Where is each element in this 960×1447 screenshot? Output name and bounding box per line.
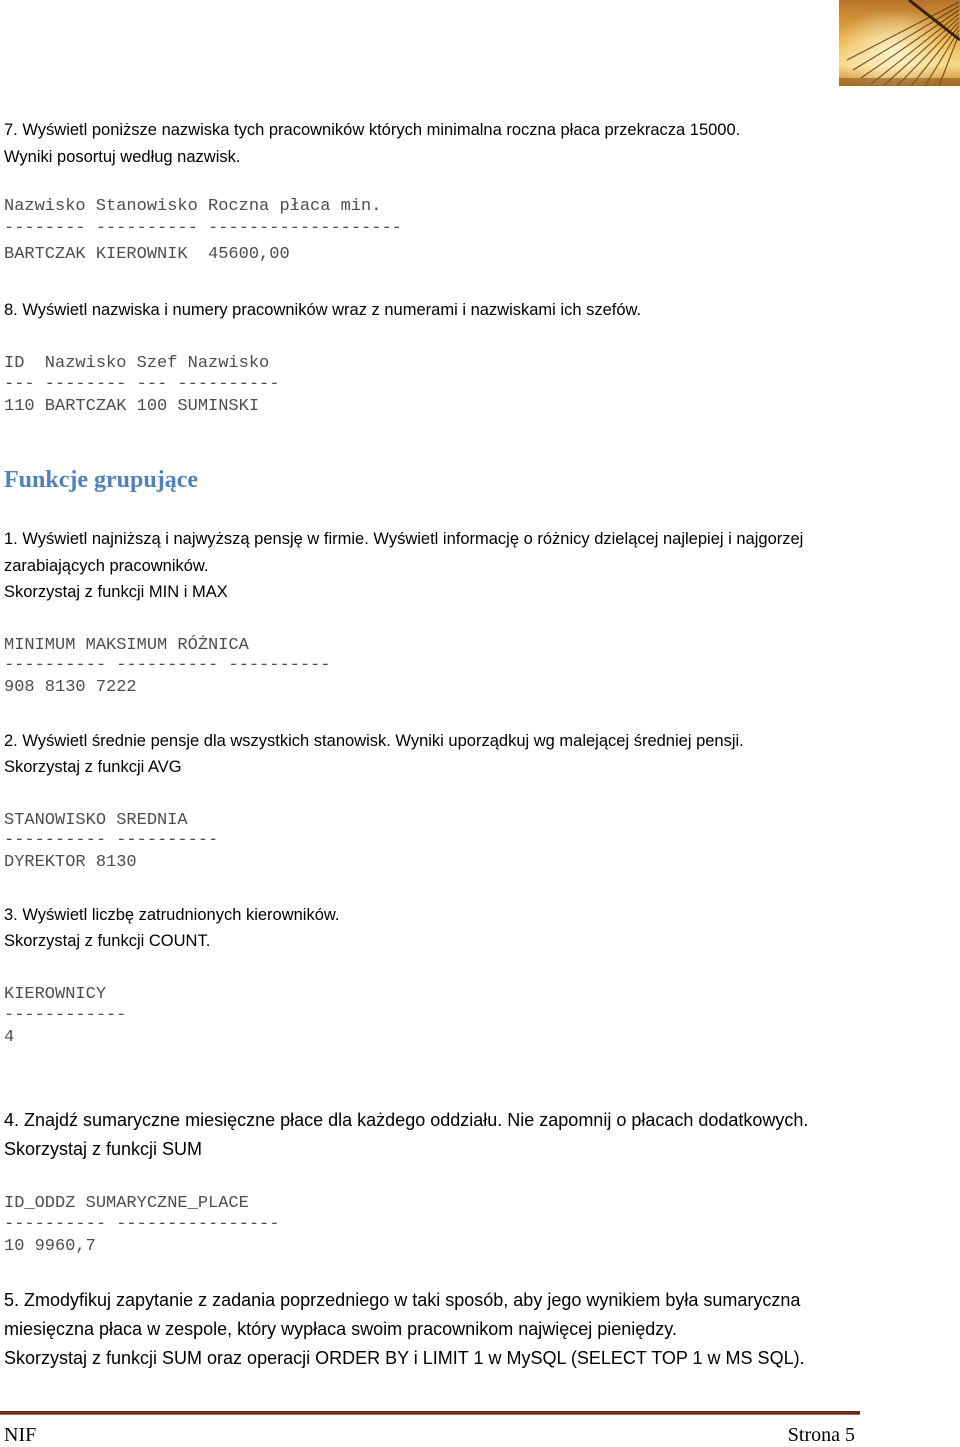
q8-result-separator: --- -------- --- ---------- [4, 375, 280, 394]
g5-instruction-line3: Skorzystaj z funkcji SUM oraz operacji ORDER BY i LIMIT 1 w MySQL (SELECT TOP 1 w MS SQL). [4, 1348, 805, 1368]
g2-result-row: DYREKTOR 8130 [4, 853, 137, 872]
g2-result-separator: ---------- ---------- [4, 831, 219, 850]
g4-instruction-line1: 4. Znajdź sumaryczne miesięczne płace dla każdego oddziału. Nie zapomnij o płacach dodatkowych. [4, 1110, 809, 1130]
footer-divider [0, 1411, 860, 1415]
g3-result-row: 4 [4, 1028, 15, 1047]
rake-photo-icon [839, 0, 960, 86]
g2-instruction-line2: Skorzystaj z funkcji AVG [4, 758, 182, 776]
g3-result-header: KIEROWNICY [4, 985, 107, 1004]
g4-instruction-line2: Skorzystaj z funkcji SUM [4, 1139, 203, 1159]
g4-result-separator: ---------- ---------------- [4, 1215, 280, 1234]
g4-result-row: 10 9960,7 [4, 1237, 96, 1256]
q7-instruction-line2: Wyniki posortuj według nazwisk. [4, 148, 241, 166]
q7-result-row: BARTCZAK KIEROWNIK 45600,00 [4, 245, 290, 264]
g1-instruction-line2: zarabiających pracowników. [4, 557, 209, 575]
g1-instruction-line1: 1. Wyświetl najniższą i najwyższą pensję w firmie. Wyświetl informację o różnicy dzielącej najlepiej i najgorzej [4, 530, 804, 548]
g2-result-header: STANOWISKO SREDNIA [4, 811, 188, 830]
g2-instruction-line1: 2. Wyświetl średnie pensje dla wszystkich stanowisk. Wyniki uporządkuj wg malejącej średniej pensji. [4, 732, 744, 750]
q7-instruction-line1: 7. Wyświetl poniższe nazwiska tych pracowników których minimalna roczna płaca przekracza 15000. [4, 121, 741, 139]
q8-result-row: 110 BARTCZAK 100 SUMINSKI [4, 397, 260, 416]
g3-instruction-line2: Skorzystaj z funkcji COUNT. [4, 932, 211, 950]
q8-instruction-line1: 8. Wyświetl nazwiska i numery pracowników wraz z numerami i nazwiskami ich szefów. [4, 301, 642, 319]
g3-instruction-line1: 3. Wyświetl liczbę zatrudnionych kierowników. [4, 906, 340, 924]
section-heading: Funkcje grupujące [4, 467, 198, 493]
g1-result-row: 908 8130 7222 [4, 678, 137, 697]
g5-instruction-line1: 5. Zmodyfikuj zapytanie z zadania poprzedniego w taki sposób, aby jego wynikiem była sumaryczna [4, 1290, 801, 1310]
q8-result-header: ID Nazwisko Szef Nazwisko [4, 354, 270, 373]
footer-label: NIF [4, 1424, 37, 1446]
g4-result-header: ID_ODDZ SUMARYCZNE_PLACE [4, 1194, 249, 1213]
q7-result-header: Nazwisko Stanowisko Roczna płaca min. [4, 197, 382, 216]
page-number: Strona 5 [787, 1424, 855, 1446]
g3-result-separator: ------------ [4, 1006, 127, 1025]
g5-instruction-line2: miesięczna płaca w zespole, który wypłaca swoim pracownikom najwięcej pieniędzy. [4, 1319, 677, 1339]
g1-instruction-line3: Skorzystaj z funkcji MIN i MAX [4, 583, 228, 601]
q7-result-separator: -------- ---------- ------------------- [4, 219, 402, 238]
g1-result-separator: ---------- ---------- ---------- [4, 656, 331, 675]
g1-result-header: MINIMUM MAKSIMUM RÓŻNICA [4, 636, 249, 655]
